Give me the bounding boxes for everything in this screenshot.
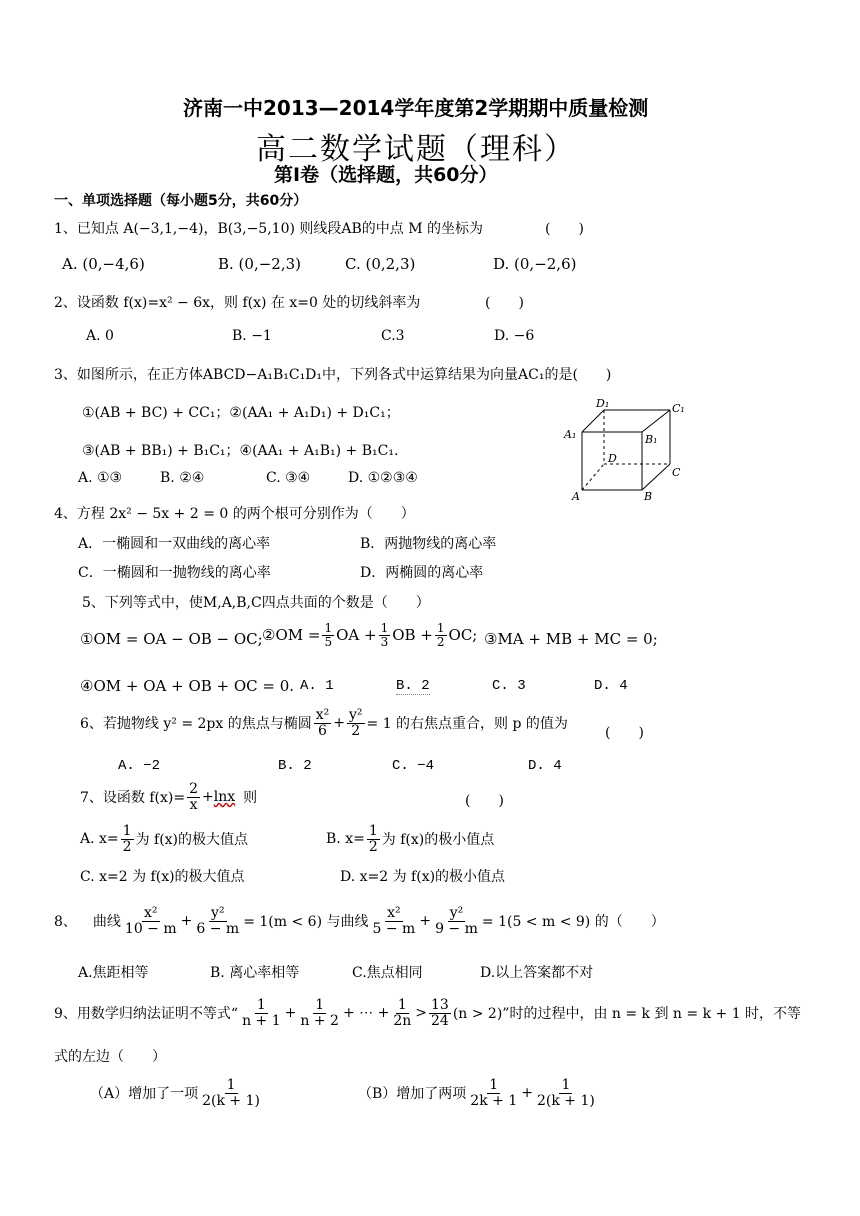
q5-frac3: $\frac{1}{2}$ — [436, 621, 445, 649]
q9-gt: > — [415, 1005, 427, 1022]
q8-option-b: B. 离心率相等 — [210, 965, 300, 981]
q8-stem — [54, 906, 665, 936]
q7-stem-b: + — [202, 789, 214, 806]
q4-option-a: A．一椭圆和一双曲线的离心率 — [78, 536, 271, 552]
q2-stem: 2、设函数 f(x)=x² − 6x，则 f(x) 在 x=0 处的切线斜率为 — [54, 295, 421, 311]
q9-stem — [54, 998, 801, 1028]
q3-option-b: B. ②④ — [160, 470, 205, 486]
q4-option-d: D．两椭圆的离心率 — [360, 565, 484, 581]
q3-line1: ①(AB + BC) + CC₁；②(AA₁ + A₁D₁) + D₁C₁； — [82, 405, 400, 421]
section-heading: 一、单项选择题（每小题5分，共60分） — [54, 193, 308, 209]
q5-eq1: ①OM = OA − OB − OC; — [80, 630, 263, 648]
q5-option-d: D. 4 — [594, 678, 628, 694]
q8-p1: 曲线 — [92, 914, 121, 931]
q5-stem: 5、下列等式中，使M,A,B,C四点共面的个数是（ ） — [82, 595, 430, 611]
q8-num: 8、 — [54, 914, 77, 931]
q6-option-b: B. 2 — [278, 758, 312, 774]
part-title: 第Ⅰ卷（选择题，共60分） — [274, 164, 498, 186]
q1-option-d: D. (0,−2,6) — [493, 255, 577, 273]
school-title: 济南一中2013—2014学年度第2学期期中质量检测 — [183, 96, 649, 120]
q2-option-d: D. −6 — [494, 328, 535, 344]
q4-stem: 4、方程 2x² − 5x + 2 = 0 的两个根可分别作为（ ） — [54, 506, 415, 522]
q5-eq2-lhs: ②OM = — [262, 626, 321, 645]
q1-stem: 1、已知点 A(−3,1,−4)，B(3,−5,10) 则线段AB的中点 M 的坐标为 — [54, 221, 484, 237]
q4-option-c: C．一椭圆和一抛物线的离心率 — [78, 565, 271, 581]
q5-frac2: $\frac{1}{3}$ — [380, 621, 389, 649]
q5-eq2-oa: OA + — [336, 626, 377, 645]
cube-label-d1: D₁ — [596, 398, 610, 410]
q1-paren: ( ) — [545, 221, 584, 237]
q9-p1: 9、用数学归纳法证明不等式“ — [54, 1006, 239, 1023]
q8-option-c: C.焦点相同 — [352, 965, 423, 981]
q3-option-a: A. ①③ — [78, 470, 123, 486]
q9-option-b-text: （B）增加了两项 — [358, 1086, 467, 1103]
q3-option-c: C. ③④ — [266, 470, 311, 486]
q7-option-a — [80, 824, 248, 854]
q9-option-a-frac: $\frac{1}{2(k + 1)}$ — [202, 1077, 260, 1109]
q7-paren: ( ) — [465, 793, 504, 809]
q9-frac3: $\frac{1}{2n}$ — [393, 997, 412, 1029]
q6-stem-a: 6、若抛物线 y² = 2px 的焦点与椭圆 — [80, 716, 312, 733]
q4-option-b: B．两抛物线的离心率 — [360, 536, 497, 552]
q7-option-b-text: 为 f(x)的极小值点 — [381, 832, 495, 849]
cube-label-a: A — [572, 490, 580, 502]
q2-option-b: B. −1 — [232, 328, 272, 344]
q7-option-a-frac: $\frac{1}{2}$ — [122, 823, 132, 855]
q6-plus: + — [333, 715, 345, 732]
cube-label-d: D — [608, 452, 617, 465]
q8-frac1: $\frac{\text{x²}}{10 - m}$ — [124, 905, 177, 937]
q5-eq2-ob: OB + — [392, 626, 433, 645]
q9-plus1: + — [284, 1005, 297, 1022]
q2-paren: ( ) — [485, 295, 524, 311]
q9-option-b-frac2: $\frac{1}{2(k + 1)}$ — [536, 1077, 595, 1109]
q5-option-c: C. 3 — [492, 678, 526, 694]
q7-stem-c: 则 — [243, 790, 258, 807]
q7-option-b-x: B. x= — [326, 831, 365, 848]
q5-option-b: B. 2 — [396, 678, 430, 694]
q9-option-b-plus: + — [521, 1085, 533, 1102]
q8-option-d: D.以上答案都不对 — [480, 965, 594, 981]
q8-option-a: A.焦距相等 — [78, 965, 149, 981]
q8-end: = 1(5 < m < 9) 的（ ） — [481, 914, 665, 931]
q8-frac3: $\frac{\text{x²}}{5 - m}$ — [372, 905, 416, 937]
q7-option-d: D. x=2 为 f(x)的极小值点 — [340, 869, 506, 885]
q9-frac4: $\frac{13}{24}$ — [430, 997, 449, 1029]
q9-option-a — [90, 1078, 264, 1108]
q2-option-c: C.3 — [381, 328, 405, 344]
cube-label-c1: C₁ — [672, 402, 685, 415]
exam-title: 高二数学试题（理科） — [256, 132, 576, 167]
q8-plus2: + — [419, 913, 432, 930]
q9-dots: + ⋯ + — [342, 1005, 390, 1022]
q7-ln: lnx — [213, 789, 236, 806]
q6-stem — [80, 708, 568, 738]
q8-frac2: $\frac{\text{y²}}{6 - m}$ — [196, 905, 240, 937]
q7-option-c: C. x=2 为 f(x)的极大值点 — [80, 869, 245, 885]
q9-option-b-frac1: $\frac{1}{2k + 1}$ — [470, 1077, 518, 1109]
cube-figure — [560, 398, 690, 502]
q5-eq2 — [262, 622, 477, 648]
q5-eq4: ④OM + OA + OB + OC = 0. — [80, 677, 295, 695]
q7-option-b-frac: $\frac{1}{2}$ — [368, 823, 378, 855]
q9-p2: (n > 2)”时的过程中，由 n = k 到 n = k + 1 时，不等 — [452, 1006, 802, 1023]
q7-frac: $\frac{2}{x}$ — [189, 781, 199, 813]
q8-mid: = 1(m < 6) 与曲线 — [243, 914, 369, 931]
q1-option-b: B. (0,−2,3) — [218, 255, 301, 273]
q8-frac4: $\frac{\text{y²}}{9 - m}$ — [435, 905, 478, 937]
q7-stem — [80, 782, 257, 812]
q9-option-b — [358, 1078, 599, 1108]
q9-line2: 式的左边（ ） — [54, 1049, 166, 1065]
q2-option-a: A. 0 — [86, 328, 114, 344]
q5-frac1: $\frac{1}{5}$ — [324, 621, 333, 649]
q8-plus1: + — [180, 913, 193, 930]
q6-option-c: C. −4 — [392, 758, 435, 774]
q6-frac1: $\frac{\text{x²}}{6}$ — [315, 707, 330, 739]
q9-frac1: $\frac{1}{n + 1}$ — [242, 997, 281, 1029]
q3-option-d: D. ①②③④ — [348, 470, 418, 486]
q6-stem-b: = 1 的右焦点重合，则 p 的值为 — [366, 716, 568, 733]
q7-option-b — [326, 824, 494, 854]
q9-option-a-text: （A）增加了一项 — [90, 1086, 199, 1103]
q5-option-a: A. 1 — [300, 678, 334, 694]
cube-label-b: B — [644, 490, 653, 502]
q9-frac2: $\frac{1}{n + 2}$ — [300, 997, 339, 1029]
q3-stem: 3、如图所示，在正方体ABCD−A₁B₁C₁D₁中，下列各式中运算结果为向量AC₁的是( ) — [54, 367, 612, 383]
q6-paren: ( ) — [605, 725, 644, 741]
q1-option-c: C. (0,2,3) — [345, 255, 416, 273]
q5-eq2-oc: OC; — [448, 626, 478, 645]
cube-label-b1: B₁ — [645, 433, 658, 446]
q6-frac2: $\frac{\text{y²}}{2}$ — [348, 707, 363, 739]
q6-option-d: D. 4 — [528, 758, 562, 774]
q7-stem-a: 7、设函数 f(x)= — [80, 790, 186, 807]
q1-option-a: A. (0,−4,6) — [62, 255, 145, 273]
q6-option-a: A. −2 — [118, 758, 161, 774]
cube-label-c: C — [672, 466, 681, 479]
q5-eq3: ③MA + MB + MC = 0; — [484, 630, 658, 648]
cube-label-a1: A₁ — [564, 428, 577, 441]
q7-option-a-text: 为 f(x)的极大值点 — [135, 832, 249, 849]
q7-option-a-x: A. x= — [80, 831, 119, 848]
q3-line2: ③(AB + BB₁) + B₁C₁；④(AA₁ + A₁B₁) + B₁C₁. — [82, 443, 399, 459]
